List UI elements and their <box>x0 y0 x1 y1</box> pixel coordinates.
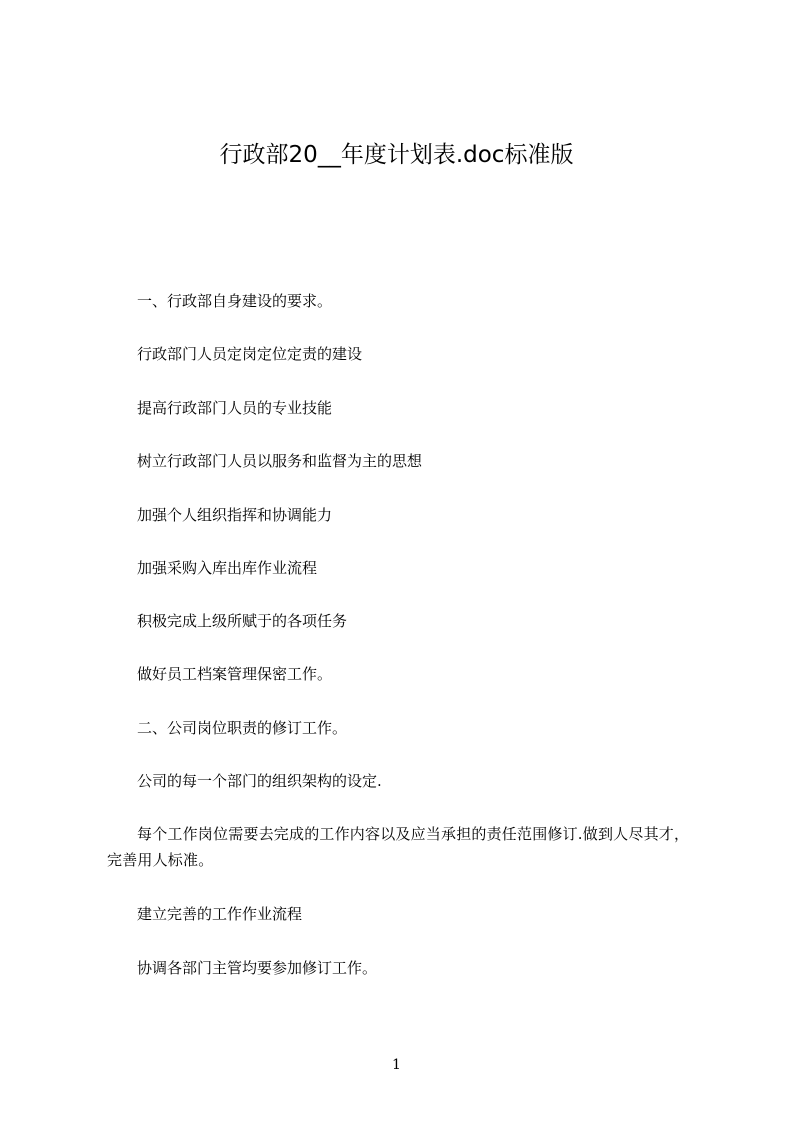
paragraph: 行政部门人员定岗定位定责的建设 <box>137 345 363 363</box>
paragraph: 公司的每一个部门的组织架构的设定. <box>137 772 382 790</box>
paragraph: 建立完善的工作作业流程 <box>137 905 303 923</box>
paragraph: 协调各部门主管均要参加修订工作。 <box>137 959 378 977</box>
paragraph: 做好员工档案管理保密工作。 <box>137 665 333 683</box>
paragraph: 树立行政部门人员以服务和监督为主的思想 <box>137 452 423 470</box>
paragraph: 积极完成上级所赋于的各项任务 <box>137 612 348 630</box>
paragraph: 提高行政部门人员的专业技能 <box>137 399 333 417</box>
paragraph-section-1-heading: 一、行政部自身建设的要求。 <box>137 292 333 310</box>
paragraph-wrapped: 每个工作岗位需要去完成的工作内容以及应当承担的责任范围修订.做到人尽其才，完善用人标准。 <box>107 825 690 869</box>
document-title: 行政部20__年度计划表.doc标准版 <box>219 142 574 168</box>
paragraph: 加强采购入库出库作业流程 <box>137 559 318 577</box>
paragraph-section-2-heading: 二、公司岗位职责的修订工作。 <box>137 719 348 737</box>
page-number: 1 <box>392 1057 401 1073</box>
paragraph: 加强个人组织指挥和协调能力 <box>137 506 333 524</box>
